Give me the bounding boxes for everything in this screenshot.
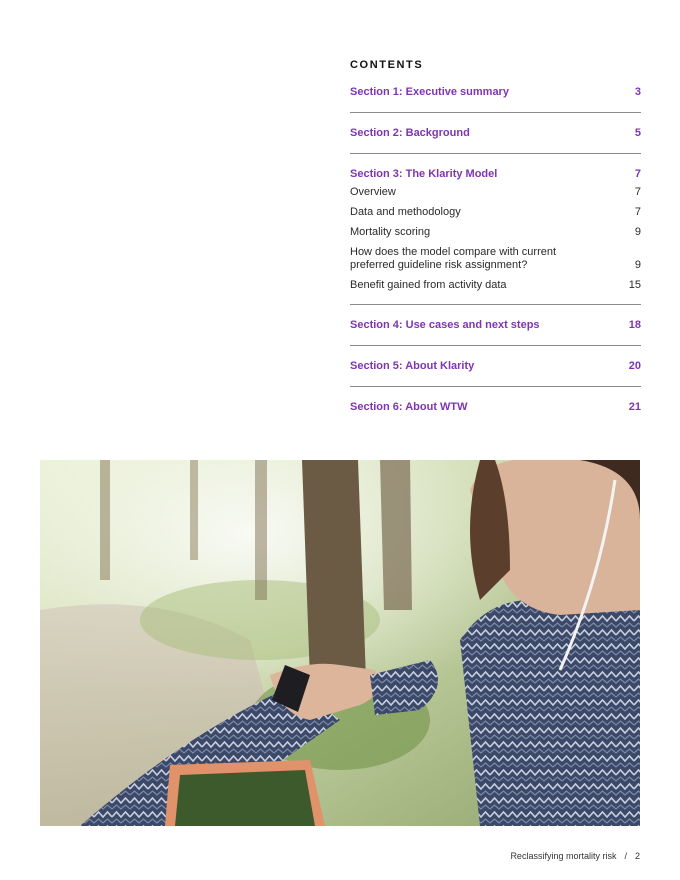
subitem-label: How does the model compare with current preferred guideline risk assignment? — [350, 246, 557, 271]
subitem-page: 9 — [634, 226, 641, 238]
section-4-page: 18 — [628, 319, 641, 331]
section-3-label: Section 3: The Klarity Model — [350, 168, 498, 180]
section-4-label: Section 4: Use cases and next steps — [350, 319, 540, 331]
section-1-page: 3 — [634, 86, 641, 98]
table-of-contents — [350, 58, 641, 415]
section-3-subitems — [350, 186, 641, 292]
footer-title: Reclassifying mortality risk — [510, 851, 617, 861]
section-5-label: Section 5: About Klarity — [350, 360, 475, 372]
toc-section-3[interactable] — [350, 166, 641, 182]
toc-subitem-mortality-scoring[interactable] — [350, 226, 641, 239]
footer-separator: / — [624, 851, 627, 861]
contents-heading: CONTENTS — [350, 59, 424, 71]
divider — [350, 153, 641, 154]
toc-section-2[interactable] — [350, 125, 641, 141]
subitem-label: Mortality scoring — [350, 226, 431, 238]
divider — [350, 345, 641, 346]
section-1-label: Section 1: Executive summary — [350, 86, 509, 98]
toc-section-4[interactable] — [350, 317, 641, 333]
subitem-label: Data and methodology — [350, 206, 461, 218]
section-5-page: 20 — [628, 360, 641, 372]
toc-subitem-activity-benefit[interactable] — [350, 279, 641, 292]
page-footer — [510, 850, 640, 862]
section-2-label: Section 2: Background — [350, 127, 470, 139]
toc-section-5[interactable] — [350, 358, 641, 374]
divider — [350, 386, 641, 387]
divider — [350, 112, 641, 113]
toc-section-6[interactable] — [350, 399, 641, 415]
subitem-label: Benefit gained from activity data — [350, 279, 507, 291]
toc-section-1[interactable] — [350, 84, 641, 100]
divider — [350, 304, 641, 305]
hero-photo — [40, 460, 640, 826]
section-2-page: 5 — [634, 127, 641, 139]
section-6-page: 21 — [628, 401, 641, 413]
subitem-page: 7 — [634, 186, 641, 198]
toc-subitem-model-compare[interactable] — [350, 246, 641, 272]
subitem-page: 7 — [634, 206, 641, 218]
subitem-page: 15 — [628, 279, 641, 291]
subitem-page: 9 — [634, 259, 641, 271]
toc-subitem-data-methodology[interactable] — [350, 206, 641, 219]
section-3-page: 7 — [634, 168, 641, 180]
section-6-label: Section 6: About WTW — [350, 401, 468, 413]
toc-subitem-overview[interactable] — [350, 186, 641, 199]
page-number: 2 — [634, 851, 640, 861]
subitem-label: Overview — [350, 186, 396, 198]
